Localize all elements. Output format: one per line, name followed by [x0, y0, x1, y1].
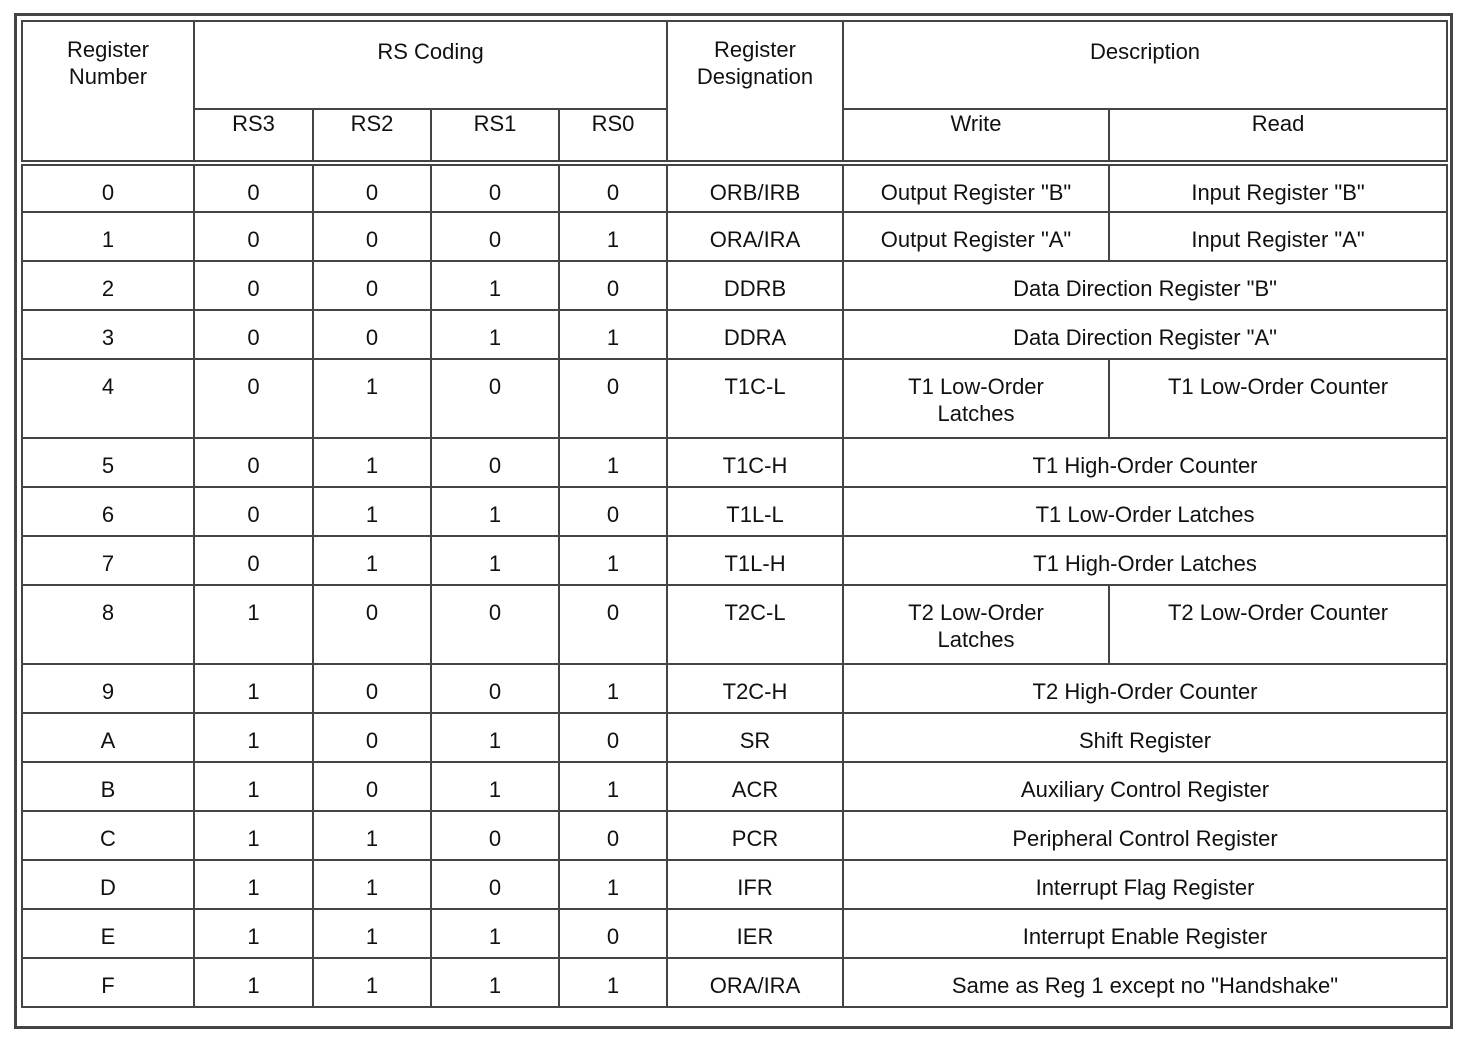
register-rows [22, 163, 1447, 1007]
register-number: 0 [22, 163, 194, 212]
description-both: Shift Register [843, 713, 1447, 762]
rs2-value: 0 [313, 163, 431, 212]
rs0-value: 1 [559, 958, 667, 1007]
description-both: Same as Reg 1 except no "Handshake" [843, 958, 1447, 1007]
table-row [22, 860, 1447, 909]
rs3-value: 1 [194, 860, 313, 909]
rs0-value: 0 [559, 163, 667, 212]
register-number: D [22, 860, 194, 909]
rs1-value: 0 [431, 860, 559, 909]
description-both: Auxiliary Control Register [843, 762, 1447, 811]
description-read: T1 Low-Order Counter [1109, 359, 1447, 438]
table-row [22, 310, 1447, 359]
register-table-frame [14, 13, 1453, 1029]
table-row [22, 212, 1447, 261]
rs2-value: 0 [313, 713, 431, 762]
register-designation: T1L-H [667, 536, 843, 585]
table-row [22, 536, 1447, 585]
rs1-value: 0 [431, 811, 559, 860]
rs1-value: 0 [431, 212, 559, 261]
table-row [22, 487, 1447, 536]
rs2-value: 1 [313, 487, 431, 536]
register-designation: T1C-H [667, 438, 843, 487]
register-designation: DDRA [667, 310, 843, 359]
table-row [22, 664, 1447, 713]
description-read: Input Register "A" [1109, 212, 1447, 261]
rs1-value: 1 [431, 762, 559, 811]
rs3-value: 0 [194, 310, 313, 359]
rs1-value: 0 [431, 438, 559, 487]
rs0-value: 0 [559, 713, 667, 762]
description-both: T1 Low-Order Latches [843, 487, 1447, 536]
rs3-value: 1 [194, 909, 313, 958]
rs0-value: 0 [559, 811, 667, 860]
rs2-value: 1 [313, 811, 431, 860]
register-number: B [22, 762, 194, 811]
description-write: T2 Low-Order Latches [843, 585, 1109, 664]
rs3-value: 0 [194, 487, 313, 536]
table-row [22, 261, 1447, 310]
description-both: Peripheral Control Register [843, 811, 1447, 860]
rs1-value: 1 [431, 909, 559, 958]
description-both: T1 High-Order Latches [843, 536, 1447, 585]
description-write: Output Register "B" [843, 163, 1109, 212]
rs2-value: 0 [313, 212, 431, 261]
register-number: 9 [22, 664, 194, 713]
rs0-value: 0 [559, 909, 667, 958]
rs0-value: 1 [559, 310, 667, 359]
rs1-value: 0 [431, 163, 559, 212]
rs1-value: 0 [431, 664, 559, 713]
header-rs2: RS2 [313, 109, 431, 163]
header-rs0: RS0 [559, 109, 667, 163]
register-number: 1 [22, 212, 194, 261]
description-write: T1 Low-Order Latches [843, 359, 1109, 438]
header-register-designation: Register Designation [667, 21, 843, 163]
rs2-value: 0 [313, 585, 431, 664]
table-row [22, 762, 1447, 811]
register-select-table [21, 20, 1448, 1008]
rs2-value: 0 [313, 664, 431, 713]
rs3-value: 1 [194, 585, 313, 664]
register-designation: SR [667, 713, 843, 762]
table-row [22, 958, 1447, 1007]
register-designation: IER [667, 909, 843, 958]
rs3-value: 0 [194, 536, 313, 585]
table-row [22, 438, 1447, 487]
rs2-value: 0 [313, 762, 431, 811]
rs1-value: 0 [431, 359, 559, 438]
table-row [22, 163, 1447, 212]
rs0-value: 0 [559, 261, 667, 310]
register-number: 3 [22, 310, 194, 359]
rs1-value: 1 [431, 713, 559, 762]
rs3-value: 0 [194, 359, 313, 438]
rs3-value: 0 [194, 212, 313, 261]
table-row [22, 585, 1447, 664]
register-number: 6 [22, 487, 194, 536]
register-designation: ORA/IRA [667, 212, 843, 261]
rs3-value: 0 [194, 438, 313, 487]
description-both: T2 High-Order Counter [843, 664, 1447, 713]
description-both: Data Direction Register "A" [843, 310, 1447, 359]
register-designation: ORB/IRB [667, 163, 843, 212]
rs3-value: 1 [194, 664, 313, 713]
register-number: E [22, 909, 194, 958]
table-row [22, 713, 1447, 762]
rs1-value: 1 [431, 958, 559, 1007]
rs2-value: 1 [313, 958, 431, 1007]
header-write: Write [843, 109, 1109, 163]
register-number: C [22, 811, 194, 860]
register-designation: T1C-L [667, 359, 843, 438]
description-both: Data Direction Register "B" [843, 261, 1447, 310]
register-number: 7 [22, 536, 194, 585]
rs1-value: 1 [431, 536, 559, 585]
table-row [22, 359, 1447, 438]
rs2-value: 1 [313, 909, 431, 958]
rs2-value: 1 [313, 359, 431, 438]
header-rs3: RS3 [194, 109, 313, 163]
register-number: 2 [22, 261, 194, 310]
rs2-value: 1 [313, 860, 431, 909]
register-number: 4 [22, 359, 194, 438]
rs3-value: 1 [194, 762, 313, 811]
rs3-value: 0 [194, 163, 313, 212]
rs0-value: 1 [559, 212, 667, 261]
header-rs1: RS1 [431, 109, 559, 163]
register-number: F [22, 958, 194, 1007]
description-read: Input Register "B" [1109, 163, 1447, 212]
header-description: Description [843, 21, 1447, 109]
register-number: 5 [22, 438, 194, 487]
rs1-value: 1 [431, 261, 559, 310]
rs3-value: 1 [194, 811, 313, 860]
register-designation: T2C-L [667, 585, 843, 664]
rs0-value: 0 [559, 585, 667, 664]
rs0-value: 0 [559, 359, 667, 438]
rs3-value: 1 [194, 958, 313, 1007]
rs1-value: 1 [431, 487, 559, 536]
rs0-value: 1 [559, 438, 667, 487]
rs2-value: 1 [313, 536, 431, 585]
description-read: T2 Low-Order Counter [1109, 585, 1447, 664]
rs3-value: 0 [194, 261, 313, 310]
description-both: Interrupt Flag Register [843, 860, 1447, 909]
register-designation: T2C-H [667, 664, 843, 713]
rs1-value: 0 [431, 585, 559, 664]
rs0-value: 0 [559, 487, 667, 536]
register-designation: ORA/IRA [667, 958, 843, 1007]
description-both: T1 High-Order Counter [843, 438, 1447, 487]
rs0-value: 1 [559, 860, 667, 909]
register-number: 8 [22, 585, 194, 664]
register-number: A [22, 713, 194, 762]
header-read: Read [1109, 109, 1447, 163]
header-register-number: Register Number [22, 21, 194, 163]
rs1-value: 1 [431, 310, 559, 359]
description-write: Output Register "A" [843, 212, 1109, 261]
register-designation: IFR [667, 860, 843, 909]
rs2-value: 0 [313, 310, 431, 359]
rs2-value: 1 [313, 438, 431, 487]
header-rs-coding: RS Coding [194, 21, 667, 109]
table-row [22, 811, 1447, 860]
register-designation: ACR [667, 762, 843, 811]
rs0-value: 1 [559, 536, 667, 585]
table-row [22, 909, 1447, 958]
rs2-value: 0 [313, 261, 431, 310]
rs0-value: 1 [559, 664, 667, 713]
register-designation: T1L-L [667, 487, 843, 536]
register-designation: DDRB [667, 261, 843, 310]
rs0-value: 1 [559, 762, 667, 811]
register-designation: PCR [667, 811, 843, 860]
rs3-value: 1 [194, 713, 313, 762]
description-both: Interrupt Enable Register [843, 909, 1447, 958]
